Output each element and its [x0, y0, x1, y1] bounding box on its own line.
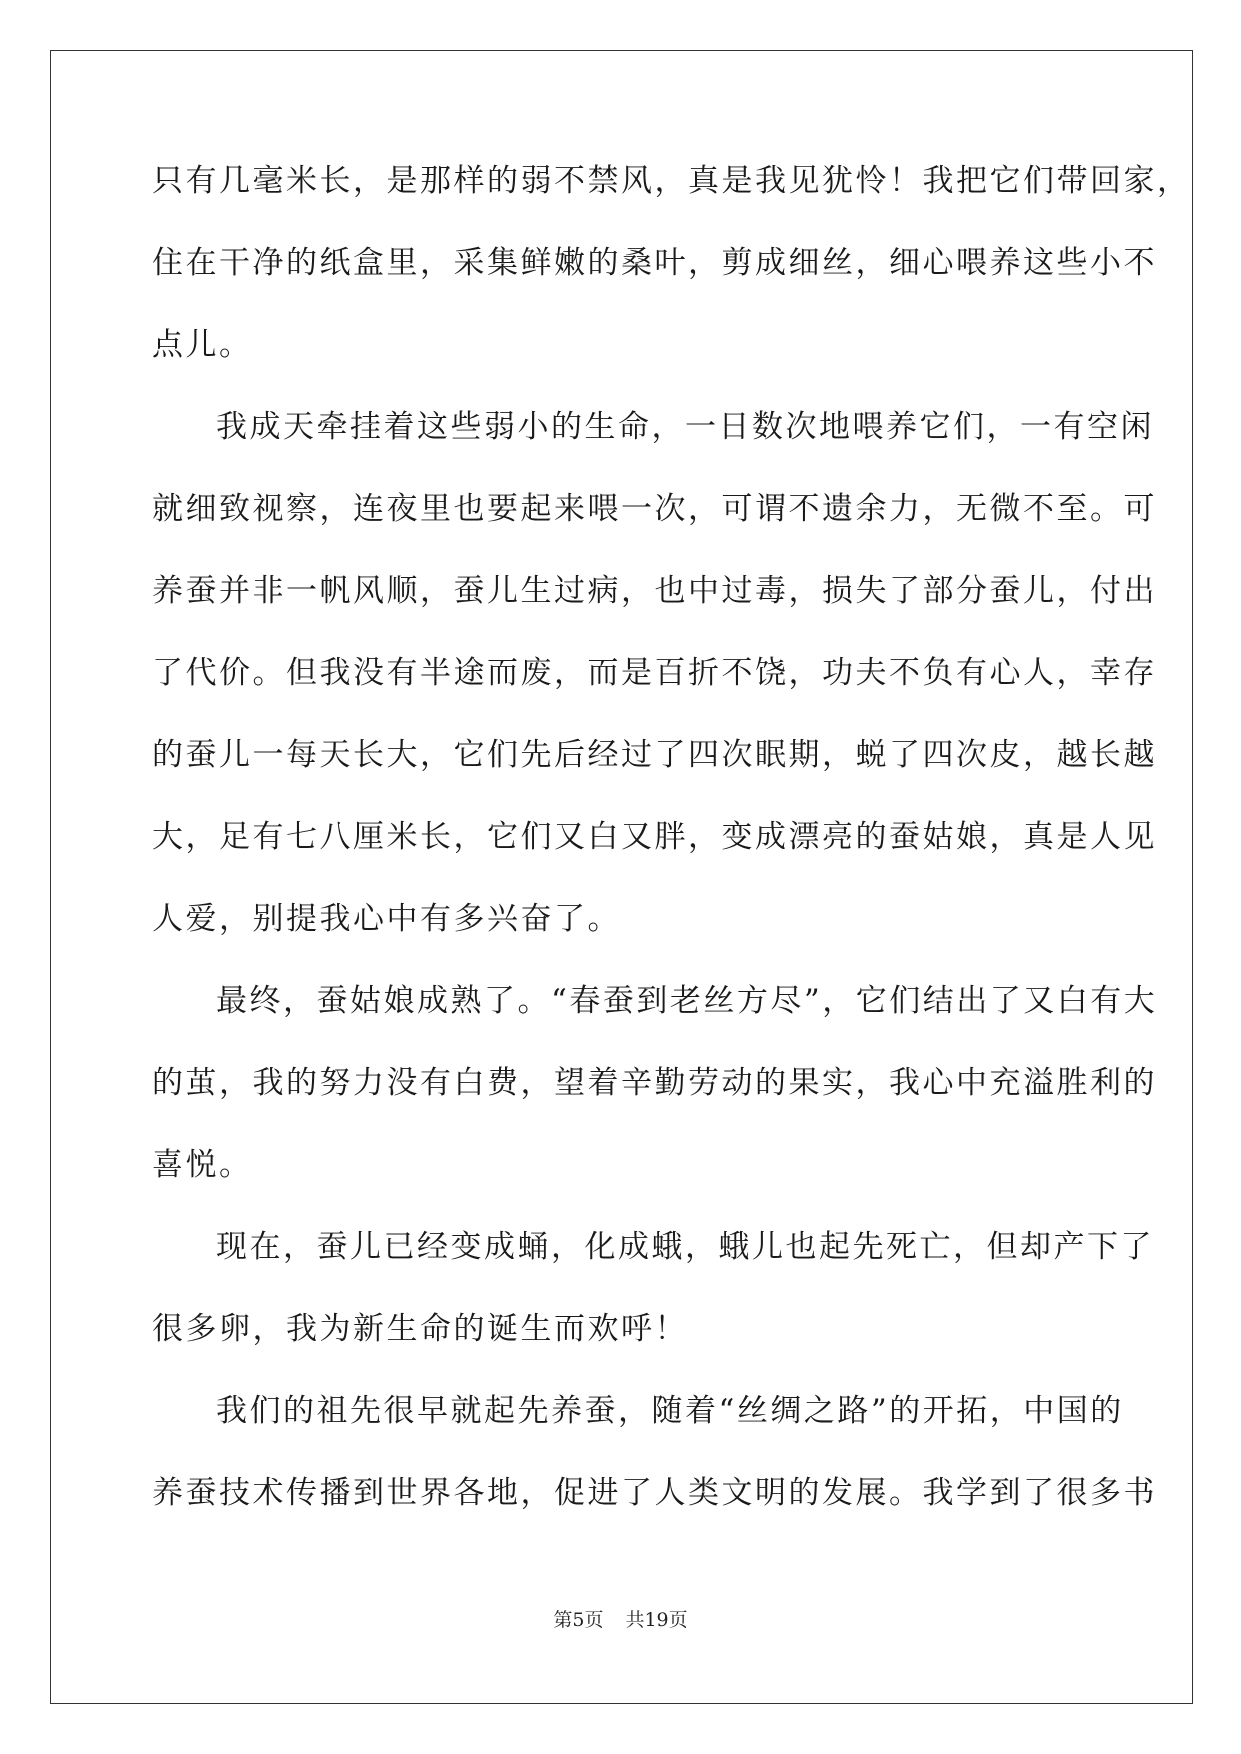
text-line-12: 的茧，我的努力没有白费，望着辛勤劳动的果实，我心中充溢胜利的	[152, 1065, 1157, 1101]
text-line-15: 很多卵，我为新生命的诞生而欢呼！	[152, 1311, 688, 1347]
text-line-7: 了代价。但我没有半途而废，而是百折不饶，功夫不负有心人，幸存	[152, 655, 1157, 691]
text-line-6: 养蚕并非一帆风顺，蚕儿生过病，也中过毒，损失了部分蚕儿，付出	[152, 573, 1157, 609]
text-line-1: 只有几毫米长，是那样的弱不禁风，真是我见犹怜！我把它们带回家，	[152, 163, 1191, 199]
text-line-9: 大，足有七八厘米长，它们又白又胖，变成漂亮的蚕姑娘，真是人见	[152, 819, 1157, 855]
text-line-11: 最终，蚕姑娘成熟了。“春蚕到老丝方尽”，它们结出了又白有大	[216, 983, 1158, 1019]
text-line-2: 住在干净的纸盒里，采集鲜嫩的桑叶，剪成细丝，细心喂养这些小不	[152, 245, 1157, 281]
text-line-14: 现在，蚕儿已经变成蛹，化成蛾，蛾儿也起先死亡，但却产下了	[216, 1229, 1154, 1265]
page-number: 第5页	[553, 1609, 604, 1631]
document-body	[152, 160, 1191, 1554]
text-line-5: 就细致视察，连夜里也要起来喂一次，可谓不遗余力，无微不至。可	[152, 491, 1157, 527]
page-total: 共19页	[625, 1609, 688, 1631]
page-footer	[0, 1605, 1241, 1632]
text-line-4: 我成天牵挂着这些弱小的生命，一日数次地喂养它们，一有空闲	[216, 409, 1154, 445]
text-line-8: 的蚕儿一每天长大，它们先后经过了四次眠期，蜕了四次皮，越长越	[152, 737, 1157, 773]
text-line-16: 我们的祖先很早就起先养蚕，随着“丝绸之路”的开拓，中国的	[216, 1393, 1124, 1429]
text-line-13: 喜悦。	[152, 1147, 253, 1183]
text-line-10: 人爱，别提我心中有多兴奋了。	[152, 901, 621, 937]
text-line-3: 点儿。	[152, 327, 253, 363]
text-line-17: 养蚕技术传播到世界各地，促进了人类文明的发展。我学到了很多书	[152, 1475, 1157, 1511]
